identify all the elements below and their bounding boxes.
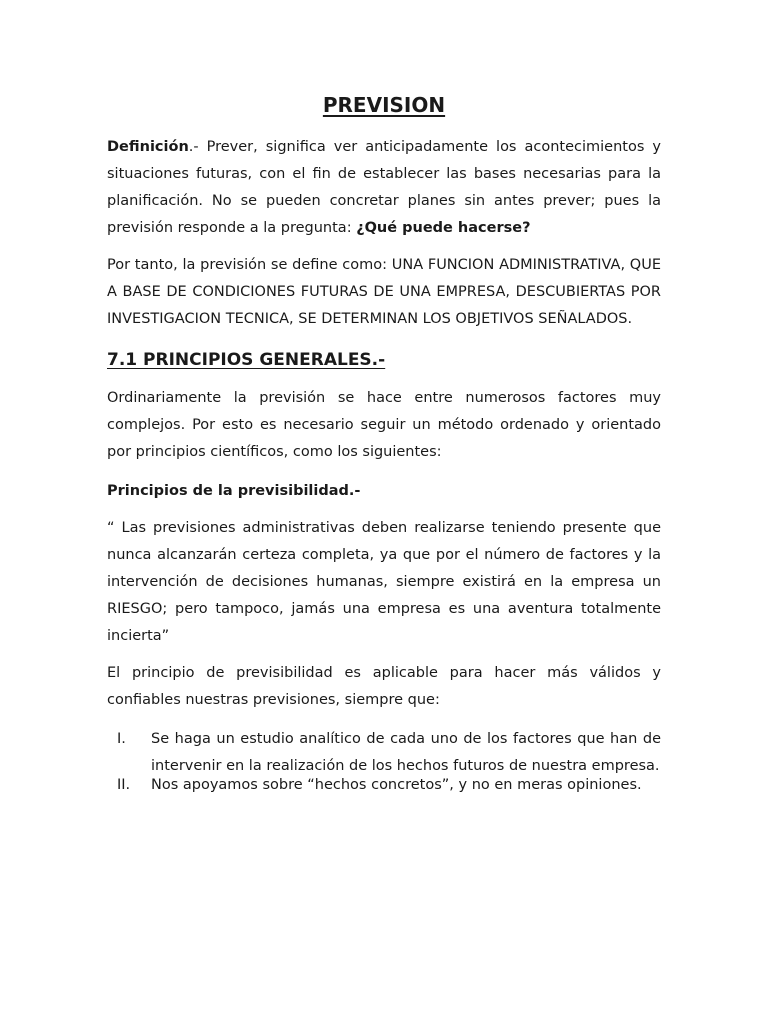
principles-intro-paragraph: Ordinariamente la previsión se hace entre numerosos factores muy complejos. Por esto es necesario seguir un método ordenado y orientado por principios científicos, como los siguientes:	[107, 390, 661, 460]
section-heading: 7.1 PRINCIPIOS GENERALES.-	[107, 350, 386, 370]
definition-formal-paragraph: Por tanto, la previsión se define como: UNA FUNCION ADMINISTRATIVA, QUE A BASE DE CONDICIONES FUTURAS DE UNA EMPRESA, DESCUBIERTAS POR INVESTIGACION TECNICA, SE DETERMINAN LOS OBJETIVOS SEÑALADOS.	[107, 257, 661, 327]
document-page	[107, 88, 661, 799]
list-marker: II.	[117, 777, 131, 793]
list-item-text: Nos apoyamos sobre “hechos concretos”, y no en meras opiniones.	[151, 777, 642, 793]
applicability-paragraph: El principio de previsibilidad es aplicable para hacer más válidos y confiables nuestras previsiones, siempre que:	[107, 665, 661, 708]
definition-label: Definición	[107, 139, 189, 155]
definition-text: .- Prever, significa ver anticipadamente los acontecimientos y situaciones futuras, con el fin de establecer las bases necesarias para la planificación. No se pueden concretar planes sin antes prever; pues la previsión responde a la pregunta:	[107, 139, 661, 236]
conditions-list	[107, 726, 661, 799]
document-title: PREVISION	[322, 93, 446, 117]
subsection-heading: Principios de la previsibilidad.-	[107, 483, 361, 499]
definition-question: ¿Qué puede hacerse?	[356, 220, 531, 236]
quote-paragraph: “ Las previsiones administrativas deben realizarse teniendo presente que nunca alcanzarán certeza completa, ya que por el número de factores y la intervención de decisiones humanas, siempre existirá en la empresa un RIESGO; pero tampoco, jamás una empresa es una aventura totalmente incierta”	[107, 520, 661, 644]
list-item	[107, 772, 661, 799]
list-marker: I.	[117, 731, 126, 747]
list-item-text: Se haga un estudio analítico de cada uno de los factores que han de intervenir en la realización de los hechos futuros de nuestra empresa.	[151, 731, 661, 774]
definition-paragraph	[107, 134, 661, 242]
